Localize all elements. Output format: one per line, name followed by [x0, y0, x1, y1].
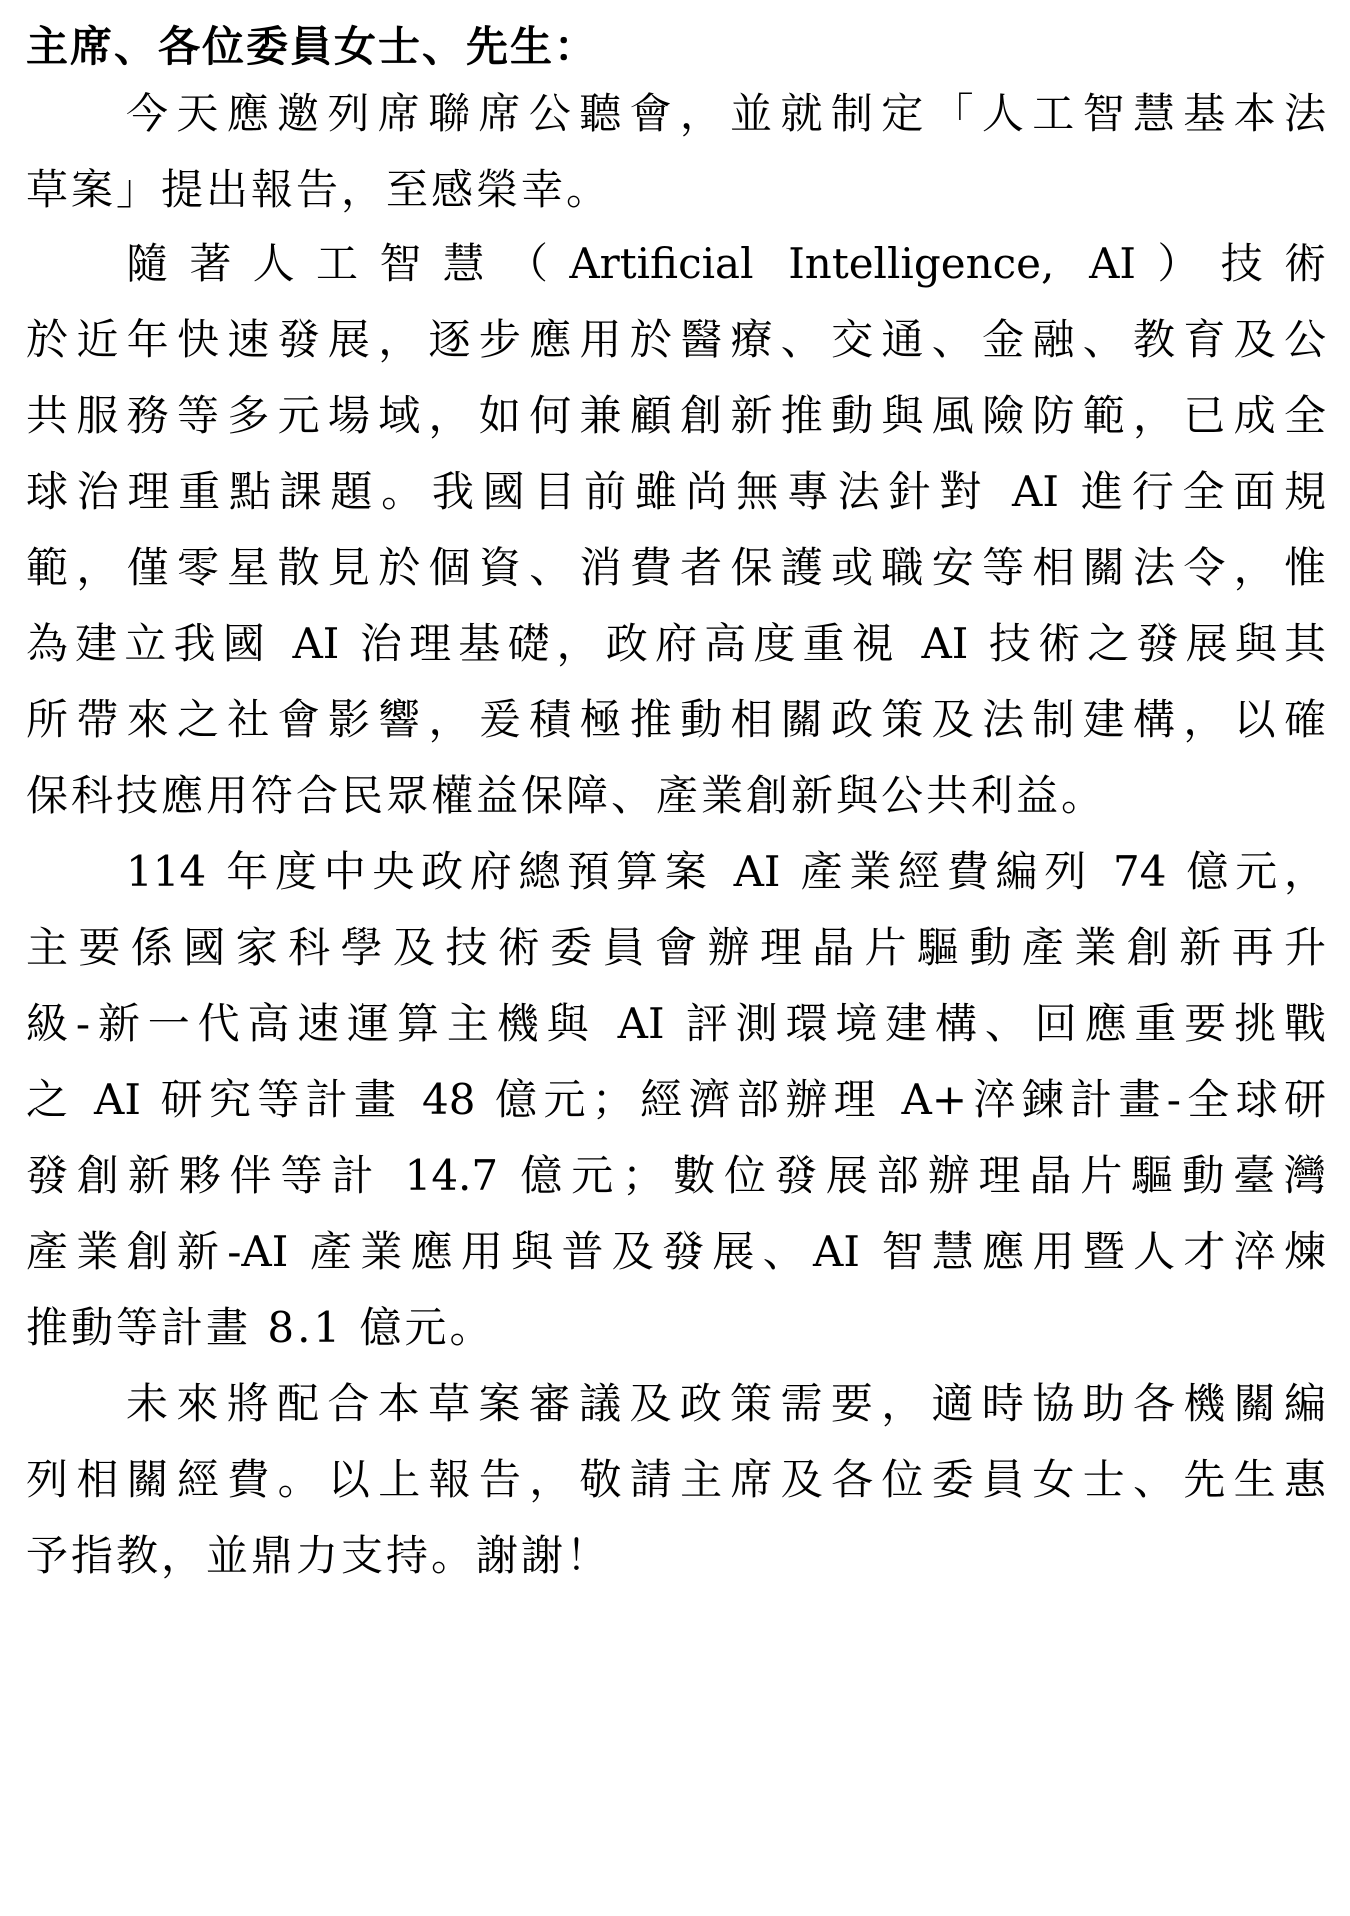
paragraph-2-line-6: 為建立我國 AI 治理基礎，政府高度重視 AI 技術之發展與其: [26, 619, 1326, 668]
paragraph-3-line-5: 發創新夥伴等計 14.7 億元；數位發展部辦理晶片驅動臺灣: [26, 1151, 1326, 1200]
paragraph-4-line-3: 予指教，並鼎力支持。謝謝！: [26, 1531, 612, 1580]
paragraph-2-line-3: 共服務等多元場域，如何兼顧創新推動與風險防範，已成全: [26, 391, 1326, 440]
paragraph-2-line-5: 範，僅零星散見於個資、消費者保護或職安等相關法令，惟: [26, 543, 1326, 592]
paragraph-1-line-1: 今天應邀列席聯席公聽會，並就制定「人工智慧基本法: [126, 89, 1326, 138]
paragraph-3-line-3: 級-新一代高速運算主機與 AI 評測環境建構、回應重要挑戰: [26, 999, 1326, 1048]
document-page: [26, 0, 1326, 1916]
paragraph-3-line-4: 之 AI 研究等計畫 48 億元；經濟部辦理 A+淬鍊計畫-全球研: [26, 1075, 1326, 1124]
paragraph-4-line-2: 列相關經費。以上報告，敬請主席及各位委員女士、先生惠: [26, 1455, 1326, 1504]
paragraph-1-line-2: 草案」提出報告，至感榮幸。: [26, 165, 612, 214]
paragraph-3-line-6: 產業創新-AI 產業應用與普及發展、AI 智慧應用暨人才淬煉: [26, 1227, 1326, 1276]
paragraph-2-line-1: 隨著人工智慧（Artificial Intelligence, AI）技術: [126, 239, 1326, 288]
paragraph-3-line-1: 114 年度中央政府總預算案 AI 產業經費編列 74 億元，: [126, 847, 1326, 896]
paragraph-4-line-1: 未來將配合本草案審議及政策需要，適時協助各機關編: [126, 1379, 1326, 1428]
paragraph-3-line-7: 推動等計畫 8.1 億元。: [26, 1303, 495, 1352]
paragraph-2-line-8: 保科技應用符合民眾權益保障、產業創新與公共利益。: [26, 771, 1107, 820]
paragraph-2-line-7: 所帶來之社會影響，爰積極推動相關政策及法制建構，以確: [26, 695, 1326, 744]
paragraph-2-line-2: 於近年快速發展，逐步應用於醫療、交通、金融、教育及公: [26, 315, 1326, 364]
paragraph-3-line-2: 主要係國家科學及技術委員會辦理晶片驅動產業創新再升: [26, 923, 1326, 972]
paragraph-2-line-4: 球治理重點課題。我國目前雖尚無專法針對 AI 進行全面規: [26, 467, 1326, 516]
salutation: 主席、各位委員女士、先生：: [26, 22, 599, 71]
